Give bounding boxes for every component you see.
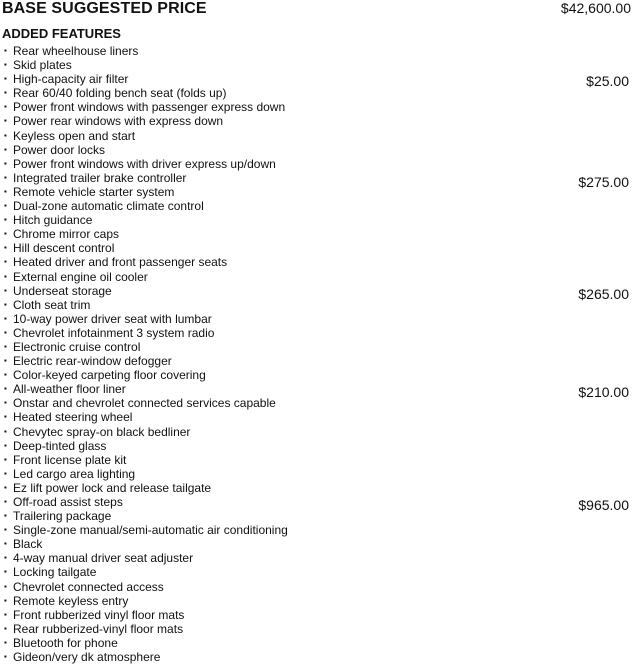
bullet-icon: ▪ [4,567,7,577]
bullet-icon: ▪ [4,623,7,633]
bullet-icon: ▪ [4,595,7,605]
feature-item [4,270,288,284]
feature-item [4,396,288,410]
feature-item [4,594,288,608]
bullet-icon: ▪ [4,102,7,112]
bullet-icon: ▪ [4,201,7,211]
bullet-icon: ▪ [4,384,7,394]
feature-item [4,213,288,227]
feature-item [4,100,288,114]
feature-label: Chevytec spray-on black bedliner [13,424,191,439]
bullet-icon: ▪ [4,341,7,351]
feature-item [4,171,288,185]
feature-item [4,622,288,636]
feature-label: Power rear windows with express down [13,114,224,129]
feature-item [4,114,288,128]
feature-item [4,551,288,565]
feature-label: Single-zone manual/semi-automatic air conditioning [13,523,288,538]
bullet-icon: ▪ [4,539,7,549]
feature-label: Chrome mirror caps [13,227,120,242]
feature-item [4,354,288,368]
bullet-icon: ▪ [4,581,7,591]
feature-group-price: $265.00 [578,286,629,302]
feature-item [4,44,288,58]
feature-item [4,481,288,495]
bullet-icon: ▪ [4,313,7,323]
bullet-icon: ▪ [4,285,7,295]
bullet-icon: ▪ [4,482,7,492]
feature-label: Bluetooth for phone [13,635,118,650]
feature-item [4,298,288,312]
feature-label: High-capacity air filter [13,72,129,87]
bullet-icon: ▪ [4,74,7,84]
feature-label: Color-keyed carpeting floor covering [13,368,206,383]
feature-item [4,608,288,622]
bullet-icon: ▪ [4,46,7,55]
feature-item [4,199,288,213]
feature-label: Power door locks [13,142,106,157]
feature-group-price: $275.00 [578,174,629,190]
feature-item [4,509,288,523]
bullet-icon: ▪ [4,116,7,126]
feature-list [4,44,288,664]
feature-label: Power front windows with passenger express down [13,100,286,115]
feature-item [4,157,288,171]
feature-item [4,340,288,354]
bullet-icon: ▪ [4,497,7,506]
feature-group-price: $965.00 [578,497,629,513]
feature-label: Deep-tinted glass [13,438,107,453]
feature-label: Heated steering wheel [13,410,133,425]
feature-label: Front rubberized vinyl floor mats [13,607,185,622]
bullet-icon: ▪ [4,440,7,450]
feature-label: 4-way manual driver seat adjuster [13,551,194,566]
feature-label: Hitch guidance [13,213,93,228]
feature-item [4,537,288,551]
feature-item [4,326,288,340]
feature-item [4,58,288,72]
bullet-icon: ▪ [4,412,7,422]
feature-label: Remote keyless entry [13,593,129,608]
bullet-icon: ▪ [4,158,7,168]
bullet-icon: ▪ [4,454,7,464]
feature-item [4,312,288,326]
bullet-icon: ▪ [4,88,7,98]
feature-label: Rear 60/40 folding bench seat (folds up) [13,86,227,101]
bullet-icon: ▪ [4,271,7,281]
feature-label: Rear wheelhouse liners [13,44,139,58]
feature-item [4,284,288,298]
bullet-icon: ▪ [4,426,7,436]
feature-label: Black [13,537,43,552]
feature-label: Led cargo area lighting [13,466,136,481]
base-price-value: $42,600.00 [560,0,631,16]
feature-item [4,425,288,439]
bullet-icon: ▪ [4,299,7,309]
feature-label: Heated driver and front passenger seats [13,255,228,270]
bullet-icon: ▪ [4,553,7,563]
feature-item [4,255,288,269]
feature-label: Rear rubberized-vinyl floor mats [13,621,184,636]
feature-label: Skid plates [13,58,72,73]
feature-item [4,636,288,650]
feature-item [4,241,288,255]
feature-label: All-weather floor liner [13,382,126,397]
feature-label: Keyless open and start [13,128,136,143]
base-price-title: BASE SUGGESTED PRICE [2,0,207,17]
bullet-icon: ▪ [4,186,7,196]
bullet-icon: ▪ [4,370,7,380]
feature-label: Integrated trailer brake controller [13,170,187,185]
feature-prices [509,0,629,661]
feature-label: Off-road assist steps [13,495,123,509]
feature-label: Ez lift power lock and release tailgate [13,480,212,495]
feature-label: Front license plate kit [13,452,127,467]
feature-label: 10-way power driver seat with lumbar [13,311,212,326]
bullet-icon: ▪ [4,60,7,70]
bullet-icon: ▪ [4,327,7,337]
bullet-icon: ▪ [4,257,7,267]
bullet-icon: ▪ [4,609,7,619]
feature-item [4,185,288,199]
feature-item [4,143,288,157]
feature-label: Onstar and chevrolet connected services capable [13,396,276,411]
feature-item [4,227,288,241]
feature-group-price: $25.00 [586,73,629,89]
feature-label: Electronic cruise control [13,339,141,354]
feature-item [4,86,288,100]
feature-label: Cloth seat trim [13,297,91,312]
added-features-title: ADDED FEATURES [2,26,121,41]
feature-item [4,580,288,594]
feature-group-price: $210.00 [578,384,629,400]
feature-label: Locking tailgate [13,565,97,580]
bullet-icon: ▪ [4,356,7,366]
bullet-icon: ▪ [4,229,7,239]
feature-item [4,129,288,143]
feature-label: Remote vehicle starter system [13,184,175,199]
feature-label: Electric rear-window defogger [13,354,172,369]
feature-item [4,72,288,86]
feature-item [4,495,288,509]
feature-label: Hill descent control [13,241,115,256]
feature-label: Chevrolet infotainment 3 system radio [13,325,215,340]
bullet-icon: ▪ [4,511,7,521]
feature-item [4,523,288,537]
feature-label: Underseat storage [13,283,112,298]
bullet-icon: ▪ [4,637,7,647]
feature-label: Gideon/very dk atmosphere [13,650,161,664]
feature-label: External engine oil cooler [13,269,148,284]
bullet-icon: ▪ [4,172,7,182]
feature-label: Chevrolet connected access [13,579,164,594]
feature-item [4,453,288,467]
bullet-icon: ▪ [4,525,7,535]
bullet-icon: ▪ [4,468,7,478]
feature-label: Dual-zone automatic climate control [13,199,204,214]
bullet-icon: ▪ [4,215,7,225]
bullet-icon: ▪ [4,398,7,408]
feature-label: Power front windows with driver express up/down [13,156,276,171]
feature-item [4,650,288,664]
feature-item [4,368,288,382]
bullet-icon: ▪ [4,144,7,154]
bullet-icon: ▪ [4,243,7,253]
feature-item [4,410,288,424]
feature-item [4,467,288,481]
bullet-icon: ▪ [4,652,7,662]
feature-item [4,565,288,579]
feature-item [4,382,288,396]
feature-label: Trailering package [13,509,112,524]
bullet-icon: ▪ [4,130,7,140]
feature-item [4,439,288,453]
